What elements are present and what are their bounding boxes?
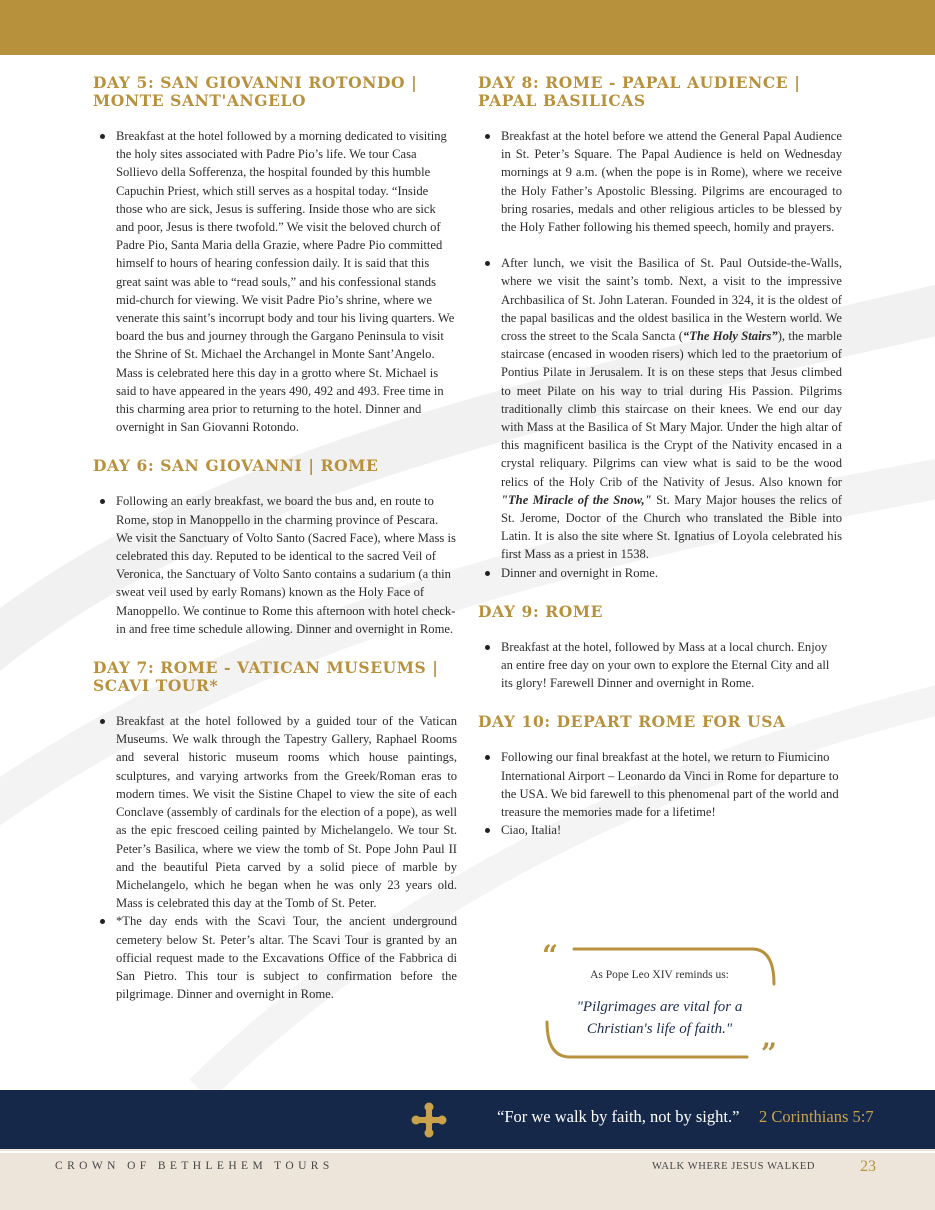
footer-tagline: WALK WHERE JESUS WALKED	[652, 1161, 816, 1172]
banner-reference: 2 Corinthians 5:7	[759, 1107, 874, 1126]
scripture-banner	[0, 1090, 935, 1149]
list-item: Following our final breakfast at the hotel, we return to Fiumicino International Airport – Leonardo da Vinci in Rome for departure to the USA. We bid farewell to this phenomenal part of the world and treasure the memories made for a lifetime!	[501, 748, 842, 821]
day5-list	[93, 127, 457, 436]
day5-heading	[93, 74, 457, 110]
page-number: 23	[860, 1158, 876, 1175]
day7-heading	[93, 659, 457, 695]
day7-list	[93, 712, 457, 1003]
top-gold-bar	[0, 0, 935, 55]
list-spacer	[501, 236, 842, 254]
list-item: Breakfast at the hotel, followed by Mass at a local church. Enjoy an entire free day on your own to explore the Eternal City and all its glory! Farewell Dinner and overnight in Rome.	[501, 638, 842, 693]
footer-brand: CROWN OF BETHLEHEM TOURS	[55, 1160, 334, 1172]
list-item: Breakfast at the hotel followed by a guided tour of the Vatican Museums. We walk through the Tapestry Gallery, Raphael Rooms and several historic museum rooms which house paintings, sculptures, and varying artworks from the Greek/Roman eras to modern times. We visit the Sistine Chapel to view the site of each Conclave (assembly of cardinals for the election of a pope), as well as the epic frescoed ceiling painted by Michelangelo. We tour St. Peter’s Basilica, where we view the tomb of St. Pope John Paul II and the beautiful Pieta carved by a solid piece of marble by Michelangelo, which he began when he was only 23 years old. Mass is celebrated this day at the Tomb of St. Peter.	[116, 712, 457, 912]
day9-heading: DAY 9: ROME	[478, 601, 604, 621]
list-item: *The day ends with the Scavi Tour, the ancient underground cemetery below St. Peter’s altar. The Scavi Tour is granted by an official request made to the Excavations Office of the Fabbrica di San Pietro. This tour is subject to confirmation before the pilgrimage. Dinner and overnight in Rome.	[116, 912, 457, 1003]
day8-list	[478, 127, 842, 582]
day6-list	[93, 492, 457, 638]
day8-title-line2: PAPAL BASILICAS	[478, 91, 646, 110]
day8-bullet2-part2: ), the marble staircase (encased in wooden risers) which led to the praetorium of Pontius Pilate in Jerusalem. It is on these steps that Jesus climbed to meet Pilate on his way to trial during His Passion. Pilgrims traditionally climb this staircase on their knees. We end our day with Mass at the Basilica of St Mary Major. Under the high altar of this magnificent basilica is the Crypt of the Nativity encased in a crystal reliquary. Pilgrims can view what is said to be the wood relics of the Holy Crib of the Nativity of Jesus. Also known for	[501, 329, 842, 489]
day10-heading: DAY 10: DEPART ROME FOR USA	[478, 712, 786, 732]
miracle-snow-emphasis: "The Miracle of the Snow,"	[501, 492, 652, 507]
day6-heading: DAY 6: SAN GIOVANNI | ROME	[93, 456, 379, 476]
list-item: Following an early breakfast, we board the bus and, en route to Rome, stop in Manoppello in the charming province of Pescara. We visit the Sanctuary of Volto Santo (Sacred Face), where Mass is celebrated this day. Reputed to be identical to the sacred Veil of Veronica, the Sanctuary of Volto Santo contains a sudarium (a thin sweat veil used by early Romans) known as the Holy Face of Manoppello. We continue to Rome this afternoon with hotel check-in and free time schedule allowing. Dinner and overnight in Rome.	[116, 492, 457, 638]
day10-list	[478, 748, 842, 839]
cross-icon	[411, 1102, 447, 1138]
day5-title-line1: DAY 5: SAN GIOVANNI ROTONDO |	[93, 73, 418, 92]
day7-title-line2: SCAVI TOUR*	[93, 676, 219, 696]
day7-title-line1: DAY 7: ROME - VATICAN MUSEUMS |	[93, 658, 439, 678]
day5-title-line2: MONTE SANT'ANGELO	[93, 91, 307, 110]
pope-quote-callout	[542, 939, 777, 1070]
day8-heading	[478, 74, 842, 110]
close-quote-icon: ”	[760, 1037, 777, 1070]
day8-bullet2-part1: After lunch, we visit the Basilica of St. Paul Outside-the-Walls, where we visit the saint’s tomb. Next, a visit to the impressive Archbasilica of St. John Lateran. Founded in 324, it is the oldest of the papal basilicas and the oldest basilica in the Western world. We cross the street to the Scala Sancta (	[501, 256, 842, 344]
list-item: Ciao, Italia!	[501, 821, 842, 839]
quote-text: "Pilgrimages are vital for a Christian's life of faith."	[576, 999, 743, 1037]
banner-quote: “For we walk by faith, not by sight.”	[497, 1107, 740, 1126]
day8-title-line1: DAY 8: ROME - PAPAL AUDIENCE |	[478, 73, 801, 92]
page-footer	[0, 1149, 935, 1210]
list-item: Dinner and overnight in Rome.	[501, 564, 842, 582]
day8-bullet2-part3: St. Mary Major houses the relics of St. Jerome, Doctor of the Church who translated the Bible into Latin. It is also the site where St. Ignatius of Loyola celebrated his first Mass as a priest in 1538.	[501, 492, 843, 562]
left-column	[93, 74, 457, 1003]
list-item	[501, 254, 842, 563]
right-column	[478, 74, 842, 840]
list-item: Breakfast at the hotel followed by a morning dedicated to visiting the holy sites associated with Padre Pio’s life. We tour Casa Sollievo della Sofferenza, the hospital founded by this humble Capuchin Priest, which still serves as a hospital today. “Inside those who are sick, Jesus is suffering. Inside those who are sick and poor, Jesus is there twofold.” We visit the beloved church of Padre Pio, Santa Maria della Grazie, where Padre Pio committed himself to hours of hearing confession daily. It is said that this great saint was able to “read souls,” and his confessional stands mid-church for viewing. We visit Padre Pio’s shrine, where we venerate this saint’s incorrupt body and tour his living quarters. We board the bus and journey through the Gargano Peninsula to visit the Shrine of St. Michael the Archangel in Monte Sant’Angelo. Mass is celebrated here this day in a grotto where St. Michael is said to have appeared in the years 490, 492 and 493. Free time in this charming area prior to returning to the hotel. Dinner and overnight in San Giovanni Rotondo.	[116, 127, 457, 436]
list-item: Breakfast at the hotel before we attend the General Papal Audience in St. Peter’s Square. The Papal Audience is held on Wednesday mornings at 9 a.m. (when the pope is in Rome), where we receive the Holy Father’s Apostolic Blessing. Pilgrims are encouraged to bring rosaries, medals and other religious articles to be blessed by the Holy Father following his themed speech, homily and prayers.	[501, 127, 842, 236]
footer-divider	[0, 1151, 935, 1153]
holy-stairs-emphasis: “The Holy Stairs”	[682, 329, 778, 344]
day9-list	[478, 638, 842, 693]
quote-intro: As Pope Leo XIV reminds us:	[590, 969, 729, 981]
open-quote-icon: “	[542, 939, 559, 972]
